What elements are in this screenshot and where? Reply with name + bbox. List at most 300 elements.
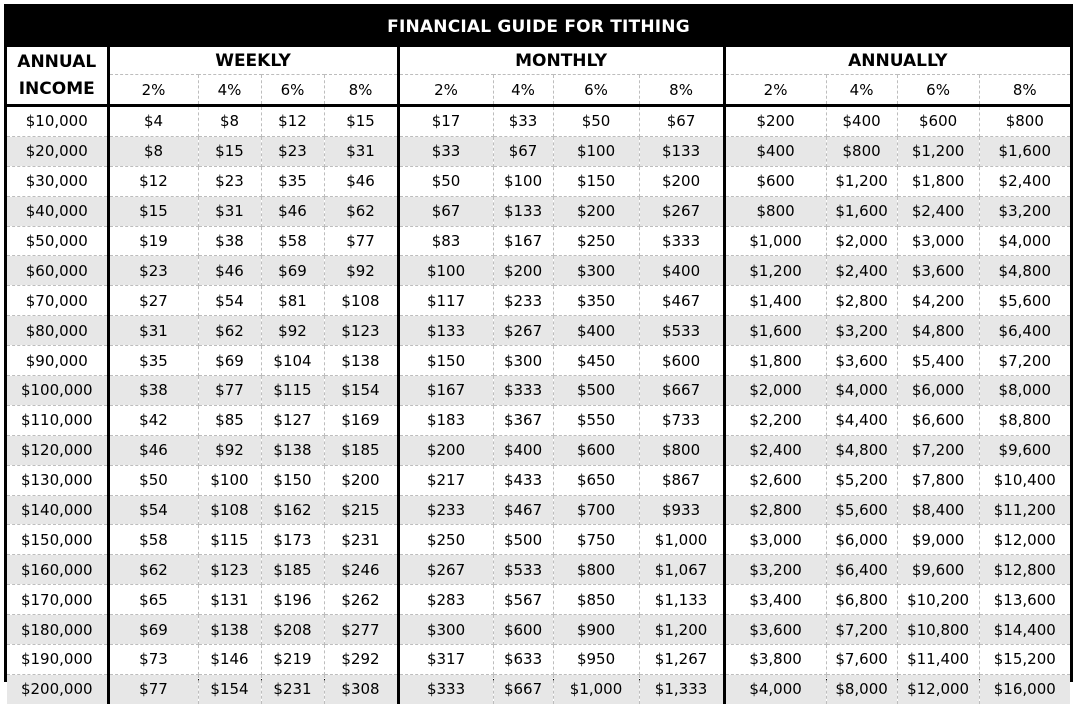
annually-amount-cell: $1,800 <box>897 166 979 196</box>
weekly-amount-cell: $46 <box>108 435 198 465</box>
weekly-amount-cell: $19 <box>108 226 198 256</box>
weekly-amount-cell: $23 <box>261 136 324 166</box>
table-row <box>7 286 1070 316</box>
annually-amount-cell: $1,200 <box>897 136 979 166</box>
weekly-amount-cell: $8 <box>108 136 198 166</box>
annually-amount-cell: $3,800 <box>724 645 826 675</box>
weekly-amount-cell: $69 <box>261 256 324 286</box>
annually-amount-cell: $3,400 <box>724 585 826 615</box>
weekly-amount-cell: $23 <box>108 256 198 286</box>
monthly-amount-cell: $200 <box>398 435 493 465</box>
annual-income-cell: $10,000 <box>7 106 108 137</box>
table-row <box>7 226 1070 256</box>
weekly-amount-cell: $196 <box>261 585 324 615</box>
table-row <box>7 346 1070 376</box>
monthly-amount-cell: $1,200 <box>639 615 724 645</box>
monthly-amount-cell: $533 <box>493 555 553 585</box>
monthly-amount-cell: $100 <box>493 166 553 196</box>
annually-amount-cell: $5,600 <box>979 286 1070 316</box>
monthly-amount-cell: $67 <box>639 106 724 137</box>
annually-amount-cell: $6,000 <box>897 376 979 406</box>
weekly-amount-cell: $115 <box>261 376 324 406</box>
annually-amount-cell: $10,200 <box>897 585 979 615</box>
weekly-amount-cell: $77 <box>324 226 398 256</box>
weekly-amount-cell: $62 <box>108 555 198 585</box>
annually-amount-cell: $2,000 <box>826 226 897 256</box>
annually-amount-cell: $15,200 <box>979 645 1070 675</box>
weekly-amount-cell: $200 <box>324 465 398 495</box>
weekly-amount-cell: $231 <box>324 525 398 555</box>
annually-amount-cell: $8,800 <box>979 405 1070 435</box>
weekly-pct-4-header: 4% <box>198 75 261 106</box>
annually-amount-cell: $5,600 <box>826 495 897 525</box>
weekly-amount-cell: $58 <box>108 525 198 555</box>
weekly-amount-cell: $154 <box>324 376 398 406</box>
annually-amount-cell: $1,200 <box>826 166 897 196</box>
weekly-amount-cell: $108 <box>198 495 261 525</box>
annually-amount-cell: $2,200 <box>724 405 826 435</box>
monthly-amount-cell: $150 <box>398 346 493 376</box>
annual-income-cell: $170,000 <box>7 585 108 615</box>
table-row <box>7 495 1070 525</box>
annually-amount-cell: $5,200 <box>826 465 897 495</box>
annually-amount-cell: $4,800 <box>826 435 897 465</box>
monthly-amount-cell: $650 <box>553 465 639 495</box>
weekly-amount-cell: $85 <box>198 405 261 435</box>
monthly-amount-cell: $1,333 <box>639 674 724 703</box>
annually-pct-8-header: 8% <box>979 75 1070 106</box>
table-row <box>7 405 1070 435</box>
weekly-amount-cell: $154 <box>198 674 261 703</box>
weekly-amount-cell: $35 <box>108 346 198 376</box>
annually-amount-cell: $4,000 <box>826 376 897 406</box>
annually-amount-cell: $1,600 <box>724 316 826 346</box>
weekly-amount-cell: $65 <box>108 585 198 615</box>
annual-income-header-line1: ANNUAL <box>17 51 97 72</box>
weekly-amount-cell: $69 <box>108 615 198 645</box>
monthly-pct-4-header: 4% <box>493 75 553 106</box>
monthly-amount-cell: $333 <box>398 674 493 703</box>
table-body <box>7 106 1070 704</box>
monthly-amount-cell: $267 <box>493 316 553 346</box>
table-row <box>7 645 1070 675</box>
table-row <box>7 615 1070 645</box>
monthly-amount-cell: $83 <box>398 226 493 256</box>
table-row <box>7 465 1070 495</box>
annual-income-cell: $80,000 <box>7 316 108 346</box>
weekly-amount-cell: $219 <box>261 645 324 675</box>
weekly-amount-cell: $15 <box>198 136 261 166</box>
annual-income-cell: $70,000 <box>7 286 108 316</box>
monthly-amount-cell: $167 <box>398 376 493 406</box>
annually-amount-cell: $4,000 <box>724 674 826 703</box>
monthly-amount-cell: $283 <box>398 585 493 615</box>
annually-amount-cell: $7,600 <box>826 645 897 675</box>
weekly-amount-cell: $138 <box>324 346 398 376</box>
annually-amount-cell: $200 <box>724 106 826 137</box>
annually-amount-cell: $14,400 <box>979 615 1070 645</box>
monthly-amount-cell: $333 <box>639 226 724 256</box>
annually-amount-cell: $16,000 <box>979 674 1070 703</box>
annually-amount-cell: $8,400 <box>897 495 979 525</box>
annually-amount-cell: $3,600 <box>724 615 826 645</box>
annually-amount-cell: $2,800 <box>826 286 897 316</box>
weekly-amount-cell: $173 <box>261 525 324 555</box>
weekly-amount-cell: $27 <box>108 286 198 316</box>
weekly-amount-cell: $308 <box>324 674 398 703</box>
weekly-amount-cell: $38 <box>108 376 198 406</box>
monthly-amount-cell: $100 <box>553 136 639 166</box>
table-row <box>7 435 1070 465</box>
monthly-amount-cell: $117 <box>398 286 493 316</box>
weekly-amount-cell: $115 <box>198 525 261 555</box>
monthly-amount-cell: $50 <box>553 106 639 137</box>
annually-amount-cell: $11,200 <box>979 495 1070 525</box>
monthly-amount-cell: $733 <box>639 405 724 435</box>
weekly-amount-cell: $58 <box>261 226 324 256</box>
weekly-amount-cell: $146 <box>198 645 261 675</box>
monthly-amount-cell: $1,133 <box>639 585 724 615</box>
annually-amount-cell: $10,400 <box>979 465 1070 495</box>
monthly-amount-cell: $400 <box>639 256 724 286</box>
table-row <box>7 316 1070 346</box>
weekly-amount-cell: $31 <box>324 136 398 166</box>
annually-amount-cell: $3,000 <box>724 525 826 555</box>
monthly-amount-cell: $133 <box>639 136 724 166</box>
annually-amount-cell: $400 <box>826 106 897 137</box>
annually-amount-cell: $3,600 <box>826 346 897 376</box>
annually-group-header: ANNUALLY <box>724 47 1070 75</box>
annually-amount-cell: $2,400 <box>724 435 826 465</box>
annual-income-cell: $110,000 <box>7 405 108 435</box>
annually-amount-cell: $6,800 <box>826 585 897 615</box>
annually-amount-cell: $4,800 <box>897 316 979 346</box>
monthly-amount-cell: $900 <box>553 615 639 645</box>
monthly-amount-cell: $500 <box>493 525 553 555</box>
weekly-amount-cell: $4 <box>108 106 198 137</box>
annually-amount-cell: $3,000 <box>897 226 979 256</box>
table-row <box>7 196 1070 226</box>
weekly-amount-cell: $62 <box>198 316 261 346</box>
weekly-amount-cell: $104 <box>261 346 324 376</box>
monthly-amount-cell: $300 <box>553 256 639 286</box>
monthly-amount-cell: $350 <box>553 286 639 316</box>
weekly-amount-cell: $150 <box>261 465 324 495</box>
annual-income-cell: $40,000 <box>7 196 108 226</box>
monthly-amount-cell: $33 <box>493 106 553 137</box>
monthly-amount-cell: $800 <box>639 435 724 465</box>
weekly-amount-cell: $38 <box>198 226 261 256</box>
annually-amount-cell: $6,400 <box>826 555 897 585</box>
weekly-amount-cell: $138 <box>198 615 261 645</box>
monthly-amount-cell: $400 <box>553 316 639 346</box>
annually-amount-cell: $6,000 <box>826 525 897 555</box>
annually-amount-cell: $1,000 <box>724 226 826 256</box>
table-row <box>7 256 1070 286</box>
monthly-amount-cell: $200 <box>493 256 553 286</box>
annually-amount-cell: $5,400 <box>897 346 979 376</box>
weekly-amount-cell: $92 <box>324 256 398 286</box>
annually-amount-cell: $2,600 <box>724 465 826 495</box>
monthly-amount-cell: $500 <box>553 376 639 406</box>
monthly-amount-cell: $217 <box>398 465 493 495</box>
monthly-amount-cell: $600 <box>553 435 639 465</box>
table-header <box>7 47 1070 106</box>
monthly-amount-cell: $267 <box>639 196 724 226</box>
monthly-amount-cell: $250 <box>398 525 493 555</box>
annually-amount-cell: $2,400 <box>979 166 1070 196</box>
weekly-amount-cell: $92 <box>198 435 261 465</box>
monthly-amount-cell: $367 <box>493 405 553 435</box>
annually-amount-cell: $4,200 <box>897 286 979 316</box>
monthly-amount-cell: $667 <box>493 674 553 703</box>
annually-amount-cell: $2,800 <box>724 495 826 525</box>
annually-amount-cell: $800 <box>724 196 826 226</box>
annual-income-cell: $200,000 <box>7 674 108 703</box>
monthly-amount-cell: $50 <box>398 166 493 196</box>
annually-amount-cell: $1,200 <box>724 256 826 286</box>
weekly-amount-cell: $123 <box>198 555 261 585</box>
monthly-amount-cell: $200 <box>553 196 639 226</box>
monthly-group-header: MONTHLY <box>398 47 724 75</box>
annual-income-cell: $150,000 <box>7 525 108 555</box>
table-row <box>7 136 1070 166</box>
monthly-amount-cell: $183 <box>398 405 493 435</box>
weekly-amount-cell: $169 <box>324 405 398 435</box>
monthly-amount-cell: $550 <box>553 405 639 435</box>
annually-amount-cell: $7,200 <box>897 435 979 465</box>
monthly-amount-cell: $633 <box>493 645 553 675</box>
annual-income-cell: $30,000 <box>7 166 108 196</box>
monthly-amount-cell: $233 <box>493 286 553 316</box>
table-row <box>7 525 1070 555</box>
percentage-header-row <box>7 75 1070 106</box>
weekly-amount-cell: $262 <box>324 585 398 615</box>
annual-income-cell: $180,000 <box>7 615 108 645</box>
annually-amount-cell: $9,600 <box>979 435 1070 465</box>
annually-amount-cell: $7,200 <box>826 615 897 645</box>
annual-income-cell: $190,000 <box>7 645 108 675</box>
monthly-amount-cell: $750 <box>553 525 639 555</box>
weekly-group-header: WEEKLY <box>108 47 398 75</box>
weekly-amount-cell: $162 <box>261 495 324 525</box>
annually-amount-cell: $9,600 <box>897 555 979 585</box>
annually-amount-cell: $12,000 <box>897 674 979 703</box>
monthly-amount-cell: $1,267 <box>639 645 724 675</box>
monthly-amount-cell: $467 <box>493 495 553 525</box>
weekly-amount-cell: $185 <box>261 555 324 585</box>
weekly-amount-cell: $42 <box>108 405 198 435</box>
monthly-amount-cell: $600 <box>639 346 724 376</box>
monthly-amount-cell: $300 <box>398 615 493 645</box>
monthly-amount-cell: $333 <box>493 376 553 406</box>
monthly-amount-cell: $233 <box>398 495 493 525</box>
monthly-amount-cell: $467 <box>639 286 724 316</box>
annually-amount-cell: $6,400 <box>979 316 1070 346</box>
annual-income-cell: $20,000 <box>7 136 108 166</box>
annually-amount-cell: $1,600 <box>979 136 1070 166</box>
weekly-amount-cell: $62 <box>324 196 398 226</box>
monthly-amount-cell: $1,000 <box>553 674 639 703</box>
weekly-amount-cell: $77 <box>198 376 261 406</box>
weekly-pct-6-header: 6% <box>261 75 324 106</box>
weekly-amount-cell: $15 <box>108 196 198 226</box>
monthly-pct-2-header: 2% <box>398 75 493 106</box>
tithing-guide-table-frame <box>4 4 1073 699</box>
weekly-amount-cell: $127 <box>261 405 324 435</box>
weekly-amount-cell: $54 <box>108 495 198 525</box>
annually-amount-cell: $4,400 <box>826 405 897 435</box>
weekly-amount-cell: $54 <box>198 286 261 316</box>
monthly-amount-cell: $67 <box>398 196 493 226</box>
annually-amount-cell: $1,800 <box>724 346 826 376</box>
annual-income-cell: $130,000 <box>7 465 108 495</box>
annual-income-cell: $140,000 <box>7 495 108 525</box>
annually-amount-cell: $600 <box>724 166 826 196</box>
monthly-amount-cell: $267 <box>398 555 493 585</box>
monthly-amount-cell: $300 <box>493 346 553 376</box>
weekly-amount-cell: $123 <box>324 316 398 346</box>
weekly-amount-cell: $12 <box>108 166 198 196</box>
weekly-amount-cell: $77 <box>108 674 198 703</box>
annual-income-cell: $50,000 <box>7 226 108 256</box>
weekly-amount-cell: $100 <box>198 465 261 495</box>
weekly-amount-cell: $73 <box>108 645 198 675</box>
annually-amount-cell: $800 <box>826 136 897 166</box>
monthly-amount-cell: $700 <box>553 495 639 525</box>
annually-amount-cell: $12,800 <box>979 555 1070 585</box>
annually-amount-cell: $1,400 <box>724 286 826 316</box>
annually-amount-cell: $3,600 <box>897 256 979 286</box>
annually-pct-2-header: 2% <box>724 75 826 106</box>
weekly-amount-cell: $69 <box>198 346 261 376</box>
annually-amount-cell: $600 <box>897 106 979 137</box>
table-title: FINANCIAL GUIDE FOR TITHING <box>7 7 1070 47</box>
monthly-amount-cell: $133 <box>398 316 493 346</box>
annually-amount-cell: $400 <box>724 136 826 166</box>
annually-amount-cell: $2,000 <box>724 376 826 406</box>
weekly-amount-cell: $46 <box>198 256 261 286</box>
table-row <box>7 555 1070 585</box>
weekly-amount-cell: $292 <box>324 645 398 675</box>
annually-amount-cell: $800 <box>979 106 1070 137</box>
weekly-amount-cell: $8 <box>198 106 261 137</box>
monthly-amount-cell: $17 <box>398 106 493 137</box>
monthly-amount-cell: $667 <box>639 376 724 406</box>
annual-income-cell: $120,000 <box>7 435 108 465</box>
table-row <box>7 166 1070 196</box>
monthly-amount-cell: $933 <box>639 495 724 525</box>
weekly-amount-cell: $138 <box>261 435 324 465</box>
weekly-amount-cell: $131 <box>198 585 261 615</box>
weekly-pct-2-header: 2% <box>108 75 198 106</box>
table-row <box>7 674 1070 703</box>
weekly-amount-cell: $35 <box>261 166 324 196</box>
weekly-amount-cell: $31 <box>108 316 198 346</box>
monthly-pct-8-header: 8% <box>639 75 724 106</box>
annual-income-cell: $160,000 <box>7 555 108 585</box>
annually-amount-cell: $12,000 <box>979 525 1070 555</box>
weekly-amount-cell: $50 <box>108 465 198 495</box>
annually-pct-4-header: 4% <box>826 75 897 106</box>
monthly-amount-cell: $317 <box>398 645 493 675</box>
weekly-amount-cell: $215 <box>324 495 398 525</box>
weekly-amount-cell: $31 <box>198 196 261 226</box>
annually-amount-cell: $4,800 <box>979 256 1070 286</box>
annually-amount-cell: $9,000 <box>897 525 979 555</box>
weekly-amount-cell: $46 <box>324 166 398 196</box>
monthly-amount-cell: $850 <box>553 585 639 615</box>
weekly-amount-cell: $23 <box>198 166 261 196</box>
annually-amount-cell: $7,200 <box>979 346 1070 376</box>
weekly-amount-cell: $46 <box>261 196 324 226</box>
monthly-amount-cell: $100 <box>398 256 493 286</box>
monthly-amount-cell: $133 <box>493 196 553 226</box>
monthly-amount-cell: $1,067 <box>639 555 724 585</box>
annually-amount-cell: $8,000 <box>979 376 1070 406</box>
annually-amount-cell: $7,800 <box>897 465 979 495</box>
monthly-amount-cell: $250 <box>553 226 639 256</box>
weekly-amount-cell: $92 <box>261 316 324 346</box>
group-header-row <box>7 47 1070 75</box>
annually-amount-cell: $10,800 <box>897 615 979 645</box>
annually-amount-cell: $6,600 <box>897 405 979 435</box>
monthly-pct-6-header: 6% <box>553 75 639 106</box>
monthly-amount-cell: $567 <box>493 585 553 615</box>
monthly-amount-cell: $433 <box>493 465 553 495</box>
monthly-amount-cell: $1,000 <box>639 525 724 555</box>
annual-income-header-line2: INCOME <box>18 78 95 99</box>
table-row <box>7 106 1070 137</box>
monthly-amount-cell: $800 <box>553 555 639 585</box>
annually-amount-cell: $2,400 <box>897 196 979 226</box>
annual-income-cell: $90,000 <box>7 346 108 376</box>
monthly-amount-cell: $450 <box>553 346 639 376</box>
annually-amount-cell: $2,400 <box>826 256 897 286</box>
weekly-amount-cell: $81 <box>261 286 324 316</box>
monthly-amount-cell: $67 <box>493 136 553 166</box>
annually-amount-cell: $11,400 <box>897 645 979 675</box>
weekly-amount-cell: $108 <box>324 286 398 316</box>
monthly-amount-cell: $533 <box>639 316 724 346</box>
tithing-table <box>7 47 1070 704</box>
weekly-amount-cell: $12 <box>261 106 324 137</box>
monthly-amount-cell: $867 <box>639 465 724 495</box>
table-row <box>7 376 1070 406</box>
monthly-amount-cell: $600 <box>493 615 553 645</box>
annually-amount-cell: $1,600 <box>826 196 897 226</box>
monthly-amount-cell: $950 <box>553 645 639 675</box>
monthly-amount-cell: $33 <box>398 136 493 166</box>
annual-income-cell: $100,000 <box>7 376 108 406</box>
annual-income-cell: $60,000 <box>7 256 108 286</box>
monthly-amount-cell: $200 <box>639 166 724 196</box>
weekly-amount-cell: $231 <box>261 674 324 703</box>
weekly-amount-cell: $246 <box>324 555 398 585</box>
annually-amount-cell: $3,200 <box>724 555 826 585</box>
annually-amount-cell: $3,200 <box>979 196 1070 226</box>
monthly-amount-cell: $400 <box>493 435 553 465</box>
weekly-pct-8-header: 8% <box>324 75 398 106</box>
weekly-amount-cell: $277 <box>324 615 398 645</box>
annual-income-header <box>7 47 108 106</box>
monthly-amount-cell: $167 <box>493 226 553 256</box>
weekly-amount-cell: $15 <box>324 106 398 137</box>
weekly-amount-cell: $208 <box>261 615 324 645</box>
annually-amount-cell: $13,600 <box>979 585 1070 615</box>
annually-amount-cell: $4,000 <box>979 226 1070 256</box>
annually-amount-cell: $3,200 <box>826 316 897 346</box>
